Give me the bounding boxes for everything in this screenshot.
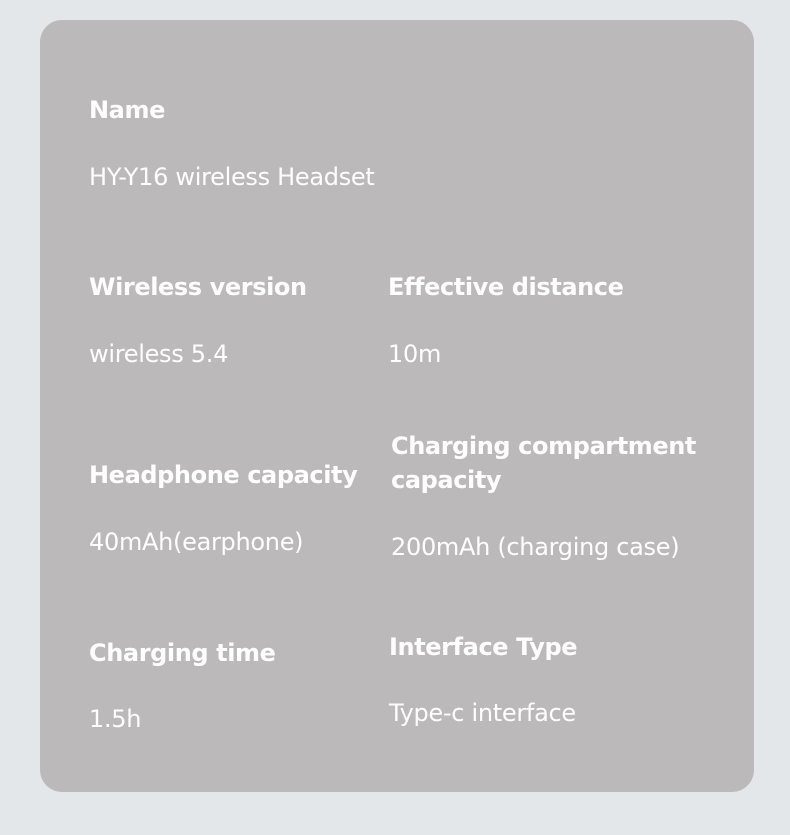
headphone-capacity-label: Headphone capacity — [89, 461, 358, 489]
name-label: Name — [89, 96, 165, 124]
wireless-version-value: wireless 5.4 — [89, 340, 229, 368]
interface-type-label: Interface Type — [389, 633, 578, 661]
effective-distance-value: 10m — [388, 340, 442, 368]
effective-distance-label: Effective distance — [388, 273, 624, 301]
charging-time-value: 1.5h — [89, 705, 142, 733]
name-value: HY-Y16 wireless Headset — [89, 163, 375, 191]
charging-time-label: Charging time — [89, 639, 276, 667]
wireless-version-label: Wireless version — [89, 273, 307, 301]
charging-compartment-capacity-label: Charging compartment capacity — [391, 432, 697, 494]
spec-card — [40, 20, 754, 792]
charging-compartment-capacity-value: 200mAh (charging case) — [391, 533, 680, 561]
interface-type-value: Type-c interface — [389, 699, 576, 727]
headphone-capacity-value: 40mAh(earphone) — [89, 528, 304, 556]
